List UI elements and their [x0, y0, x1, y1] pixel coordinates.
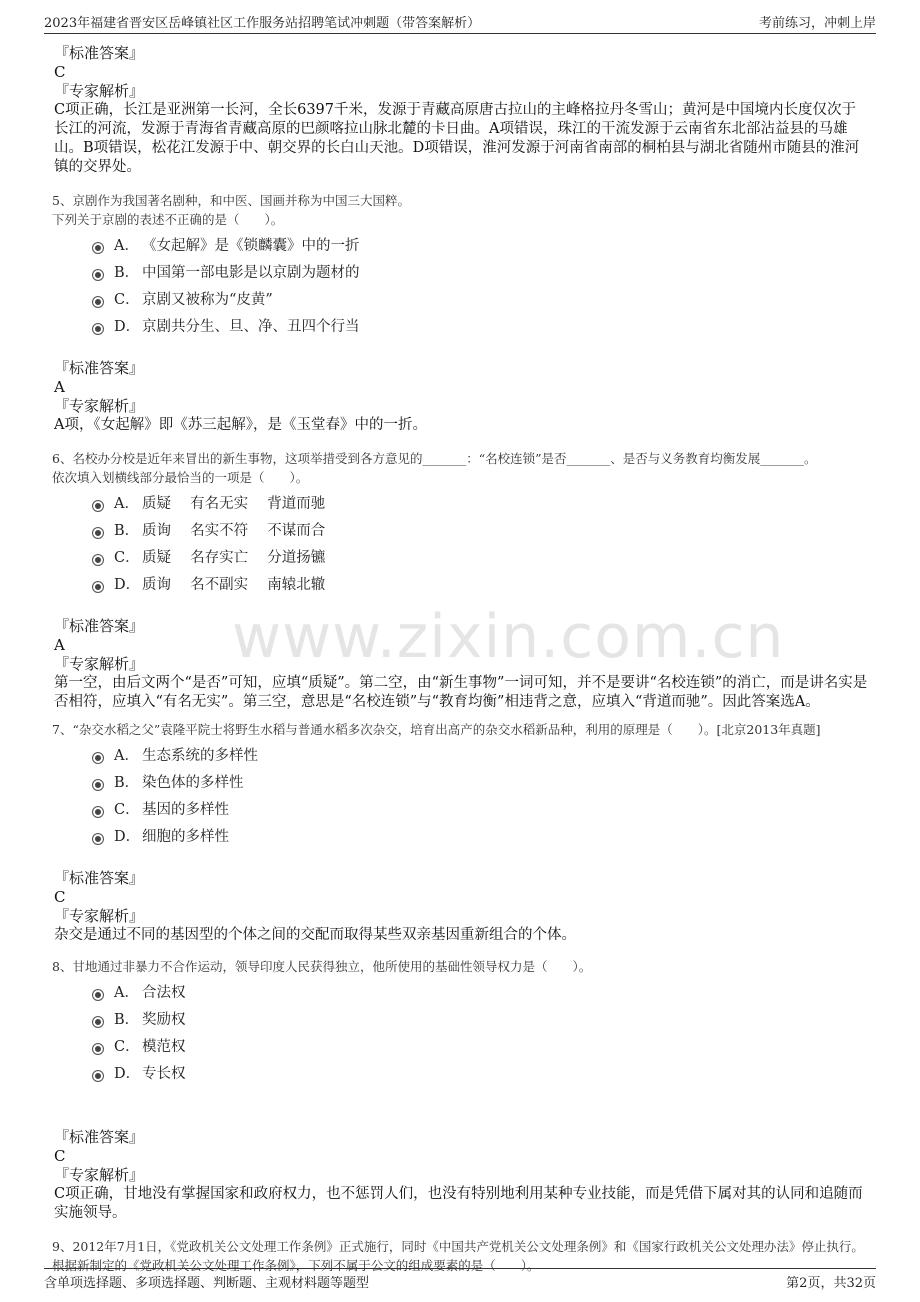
radio-icon[interactable] [92, 833, 104, 845]
explanation-label: 『专家解析』 [54, 655, 145, 673]
option-text: 合法权 [142, 985, 186, 1001]
radio-icon[interactable] [92, 323, 104, 335]
option-b[interactable] [92, 768, 870, 795]
radio-icon[interactable] [92, 779, 104, 791]
radio-icon[interactable] [92, 296, 104, 308]
options-list [92, 741, 870, 849]
content [54, 44, 870, 1275]
option-text: 京剧共分生、旦、净、丑四个行当 [142, 319, 360, 335]
radio-icon[interactable] [92, 989, 104, 1001]
answer-label: 『标准答案』 [54, 44, 145, 62]
question-stem: 5、京剧作为我国著名剧种，和中医、国画并称为中国三大国粹。 [52, 193, 410, 208]
radio-icon[interactable] [92, 554, 104, 566]
answer-value: C [54, 1147, 66, 1165]
option-letter: B． [114, 1012, 140, 1028]
option-letter: A． [114, 985, 139, 1001]
explanation-text: 杂交是通过不同的基因型的个体之间的交配而取得某些双亲基因重新组合的个体。 [54, 927, 576, 943]
option-b[interactable] [92, 258, 870, 285]
option-c[interactable] [92, 285, 870, 312]
options-list [92, 489, 870, 597]
option-text: 中国第一部电影是以京剧为题材的 [142, 265, 360, 281]
footer-question-types: 含单项选择题、多项选择题、判断题、主观材料题等题型 [44, 1276, 370, 1291]
option-letter: B． [114, 775, 140, 791]
answer-block [54, 1128, 870, 1223]
explanation-text: C项正确，长江是亚洲第一长河，全长6397千米，发源于青藏高原唐古拉山的主峰格拉丹冬雪山；黄河是中国境内长度仅次于长江的河流，发源于青海省青藏高原的巴颜喀拉山脉北麓的卡日曲。A项错误，珠江的干流发源于云南省东北部沾益县的马雄山。B项错误，松花江发源于中、朝交界的长白山天池。D项错误，淮河发源于河南省南部的桐柏县与湖北省随州市随县的淮河镇的交界处。 [54, 102, 860, 175]
option-letter: C． [114, 1039, 140, 1055]
answer-value: C [54, 888, 66, 906]
page-footer [44, 1268, 876, 1292]
question-7 [54, 720, 870, 945]
option-text: 《女起解》是《锁麟囊》中的一折 [142, 238, 360, 254]
question-stem: 6、名校办分校是近年来冒出的新生事物，这项举措受到各方意见的_______：“名校连锁”是否_______、是否与义务教育均衡发展_______。 [52, 451, 817, 466]
option-letter: D． [114, 1066, 141, 1082]
question-stem: 9、2012年7月1日，《党政机关公文处理工作条例》正式施行，同时《中国共产党机关公文处理条例》和《国家行政机关公文处理办法》停止执行。根据新制定的《党政机关公文处理工作条例》，下列不属于公文的组成要素的是（ ）。 [52, 1239, 864, 1273]
radio-icon[interactable] [92, 581, 104, 593]
option-d[interactable] [92, 312, 870, 339]
option-text: 质询 名实不符 不谋而合 [142, 523, 326, 539]
answer-value: A [54, 636, 65, 654]
question-prompt: 下列关于京剧的表述不正确的是（ ）。 [52, 212, 284, 227]
question-6 [54, 449, 870, 712]
page-header [44, 10, 876, 34]
watermark: www.zixin.com.cn [232, 602, 785, 672]
radio-icon[interactable] [92, 1070, 104, 1082]
option-text: 质疑 名存实亡 分道扬镳 [142, 550, 326, 566]
radio-icon[interactable] [92, 527, 104, 539]
answer-label: 『标准答案』 [54, 869, 145, 887]
option-text: 奖励权 [142, 1012, 186, 1028]
options-list [92, 978, 870, 1086]
option-letter: A． [114, 748, 139, 764]
answer-label: 『标准答案』 [54, 359, 145, 377]
page-number: 第2页，共32页 [786, 1276, 876, 1291]
options-list [92, 231, 870, 339]
answer-label: 『标准答案』 [54, 617, 145, 635]
explanation-text: A项，《女起解》即《苏三起解》，是《玉堂春》中的一折。 [54, 417, 427, 433]
radio-icon[interactable] [92, 1043, 104, 1055]
option-letter: C． [114, 292, 140, 308]
explanation-label: 『专家解析』 [54, 82, 145, 100]
answer-block [54, 869, 870, 945]
option-letter: B． [114, 523, 140, 539]
option-text: 京剧又被称为“皮黄” [142, 292, 273, 308]
option-b[interactable] [92, 516, 870, 543]
option-letter: D． [114, 319, 141, 335]
option-text: 生态系统的多样性 [142, 748, 258, 764]
radio-icon[interactable] [92, 269, 104, 281]
question-8 [54, 957, 870, 1223]
radio-icon[interactable] [92, 242, 104, 254]
explanation-label: 『专家解析』 [54, 397, 145, 415]
option-a[interactable] [92, 489, 870, 516]
option-a[interactable] [92, 978, 870, 1005]
option-text: 细胞的多样性 [142, 829, 229, 845]
radio-icon[interactable] [92, 806, 104, 818]
explanation-text: 第一空，由后文两个“是否”可知，应填“质疑”。第二空，由“新生事物”一词可知，并不是要讲“名校连锁”的消亡，而是讲名实是否相符，应填入“有名无实”。第三空，意思是“名校连锁”与“教育均衡”相违背之意，应填入“背道而驰”。因此答案选A。 [54, 675, 868, 710]
radio-icon[interactable] [92, 1016, 104, 1028]
answer-value: A [54, 378, 65, 396]
explanation-label: 『专家解析』 [54, 907, 145, 925]
option-text: 质询 名不副实 南辕北辙 [142, 577, 326, 593]
option-c[interactable] [92, 543, 870, 570]
option-b[interactable] [92, 1005, 870, 1032]
question-stem: 7、“杂交水稻之父”袁隆平院士将野生水稻与普通水稻多次杂交，培育出高产的杂交水稻新品种，利用的原理是（ ）。[北京2013年真题] [52, 722, 821, 737]
answer-block-prev [54, 44, 870, 177]
option-text: 专长权 [142, 1066, 186, 1082]
option-letter: C． [114, 802, 140, 818]
option-a[interactable] [92, 231, 870, 258]
radio-icon[interactable] [92, 500, 104, 512]
radio-icon[interactable] [92, 752, 104, 764]
explanation-text: C项正确，甘地没有掌握国家和政府权力，也不惩罚人们，也没有特别地利用某种专业技能，而是凭借下属对其的认同和追随而实施领导。 [54, 1186, 863, 1221]
answer-block [54, 359, 870, 435]
question-prompt: 依次填入划横线部分最恰当的一项是（ ）。 [52, 470, 309, 485]
explanation-label: 『专家解析』 [54, 1166, 145, 1184]
option-letter: D． [114, 829, 141, 845]
document-title: 2023年福建省晋安区岳峰镇社区工作服务站招聘笔试冲刺题（带答案解析） [44, 16, 481, 31]
option-c[interactable] [92, 1032, 870, 1059]
option-letter: A． [114, 496, 139, 512]
option-text: 基因的多样性 [142, 802, 229, 818]
question-5 [54, 191, 870, 435]
option-letter: C． [114, 550, 140, 566]
option-letter: A． [114, 238, 139, 254]
option-text: 模范权 [142, 1039, 186, 1055]
option-letter: B． [114, 265, 140, 281]
option-text: 染色体的多样性 [142, 775, 244, 791]
answer-label: 『标准答案』 [54, 1128, 145, 1146]
option-d[interactable] [92, 1059, 870, 1086]
answer-value: C [54, 63, 66, 81]
option-letter: D． [114, 577, 141, 593]
option-c[interactable] [92, 795, 870, 822]
option-d[interactable] [92, 822, 870, 849]
option-text: 质疑 有名无实 背道而驰 [142, 496, 326, 512]
header-slogan: 考前练习，冲刺上岸 [758, 16, 876, 31]
option-a[interactable] [92, 741, 870, 768]
question-stem: 8、甘地通过非暴力不合作运动，领导印度人民获得独立，他所使用的基础性领导权力是（ ）。 [52, 959, 592, 974]
option-d[interactable] [92, 570, 870, 597]
answer-block [54, 617, 870, 712]
